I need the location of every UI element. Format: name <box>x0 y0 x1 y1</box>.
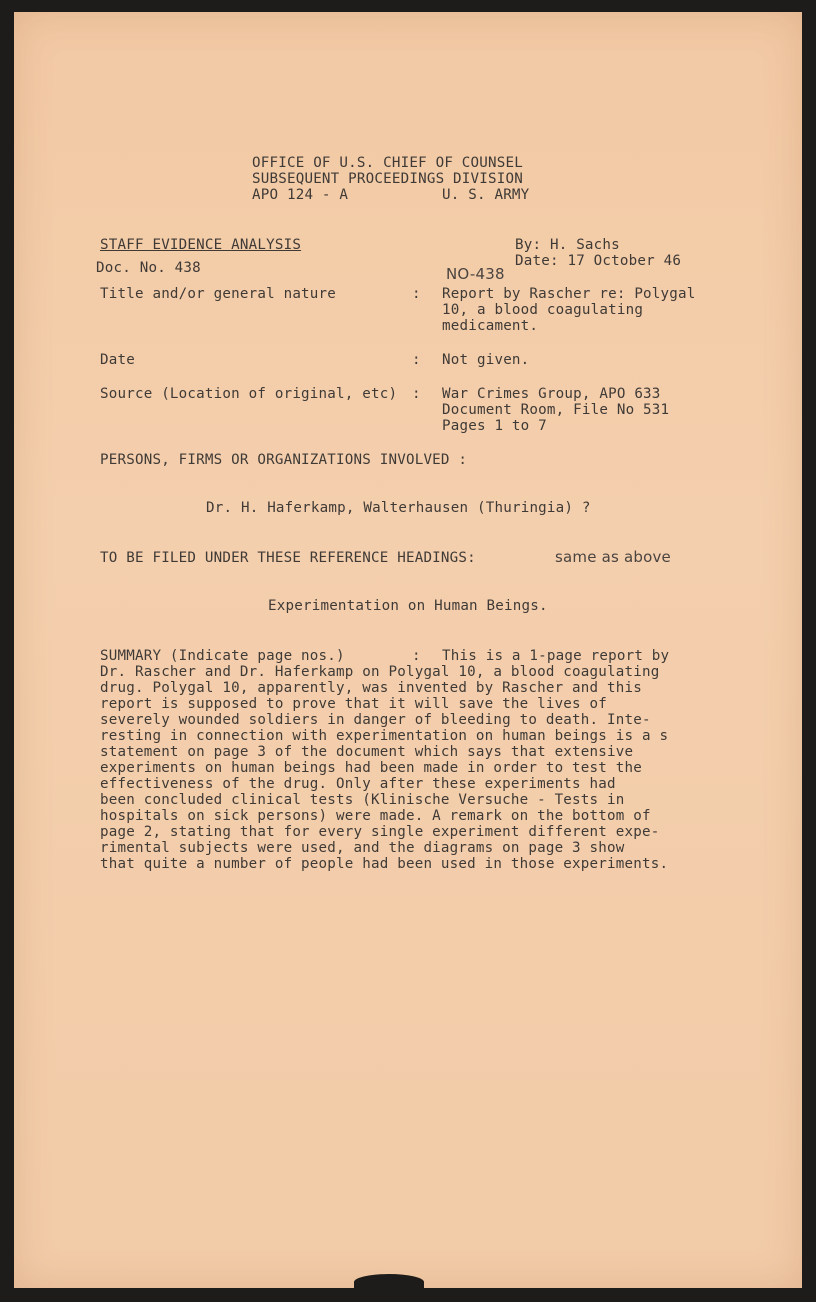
reference-heading: TO BE FILED UNDER THESE REFERENCE HEADINGS: <box>100 550 476 566</box>
analyst: By: H. Sachs <box>515 237 620 253</box>
header-apo: APO 124 - A <box>252 187 349 203</box>
date-label: Date <box>100 352 135 368</box>
summary-line: statement on page 3 of the document which says that extensive <box>100 744 634 760</box>
summary-line: that quite a number of people had been used in those experiments. <box>100 856 669 872</box>
source-value-line: Document Room, File No 531 <box>442 402 670 418</box>
summary-line: drug. Polygal 10, apparently, was invented by Rascher and this <box>100 680 642 696</box>
header-office: OFFICE OF U.S. CHIEF OF COUNSEL <box>252 155 523 171</box>
summary-line: effectiveness of the drug. Only after these experiments had <box>100 776 616 792</box>
page-notch <box>354 1274 424 1290</box>
source-label: Source (Location of original, etc) <box>100 386 398 402</box>
title-separator: : <box>412 286 421 302</box>
source-value-line: Pages 1 to 7 <box>442 418 547 434</box>
title-value-line: 10, a blood coagulating <box>442 302 644 318</box>
summary-label: SUMMARY (Indicate page nos.) <box>100 648 345 664</box>
summary-line: report is supposed to prove that it will save the lives of <box>100 696 608 712</box>
handwritten-doc-number: NO-438 <box>446 265 505 283</box>
summary-line: been concluded clinical tests (Klinische Versuche - Tests in <box>100 792 625 808</box>
title-value-line: Report by Rascher re: Polygal <box>442 286 696 302</box>
persons-entry: Dr. H. Haferkamp, Walterhausen (Thuringia) ? <box>206 500 591 516</box>
summary-line: experiments on human beings had been made in order to test the <box>100 760 642 776</box>
source-separator: : <box>412 386 421 402</box>
source-value-line: War Crimes Group, APO 633 <box>442 386 661 402</box>
header-division: SUBSEQUENT PROCEEDINGS DIVISION <box>252 171 523 187</box>
summary-separator: : <box>412 648 421 664</box>
title-value-line: medicament. <box>442 318 539 334</box>
date-value: Not given. <box>442 352 530 368</box>
date-separator: : <box>412 352 421 368</box>
summary-line: severely wounded soldiers in danger of bleeding to death. Inte- <box>100 712 651 728</box>
summary-line: rimental subjects were used, and the diagrams on page 3 show <box>100 840 625 856</box>
doc-number: Doc. No. 438 <box>96 260 201 276</box>
summary-line: page 2, stating that for every single experiment different expe- <box>100 824 660 840</box>
summary-line: resting in connection with experimentation on human beings is a s <box>100 728 669 744</box>
reference-entry: Experimentation on Human Beings. <box>268 598 548 614</box>
reference-note: same as above <box>555 548 671 566</box>
header-army: U. S. ARMY <box>442 187 530 203</box>
summary-line: Dr. Rascher and Dr. Haferkamp on Polygal 10, a blood coagulating <box>100 664 660 680</box>
summary-line: This is a 1-page report by <box>442 648 670 664</box>
summary-line: hospitals on sick persons) were made. A remark on the bottom of <box>100 808 651 824</box>
analysis-date: Date: 17 October 46 <box>515 253 682 269</box>
title-label: Title and/or general nature <box>100 286 337 302</box>
persons-heading: PERSONS, FIRMS OR ORGANIZATIONS INVOLVED : <box>100 452 468 468</box>
analysis-heading: STAFF EVIDENCE ANALYSIS <box>100 237 302 253</box>
